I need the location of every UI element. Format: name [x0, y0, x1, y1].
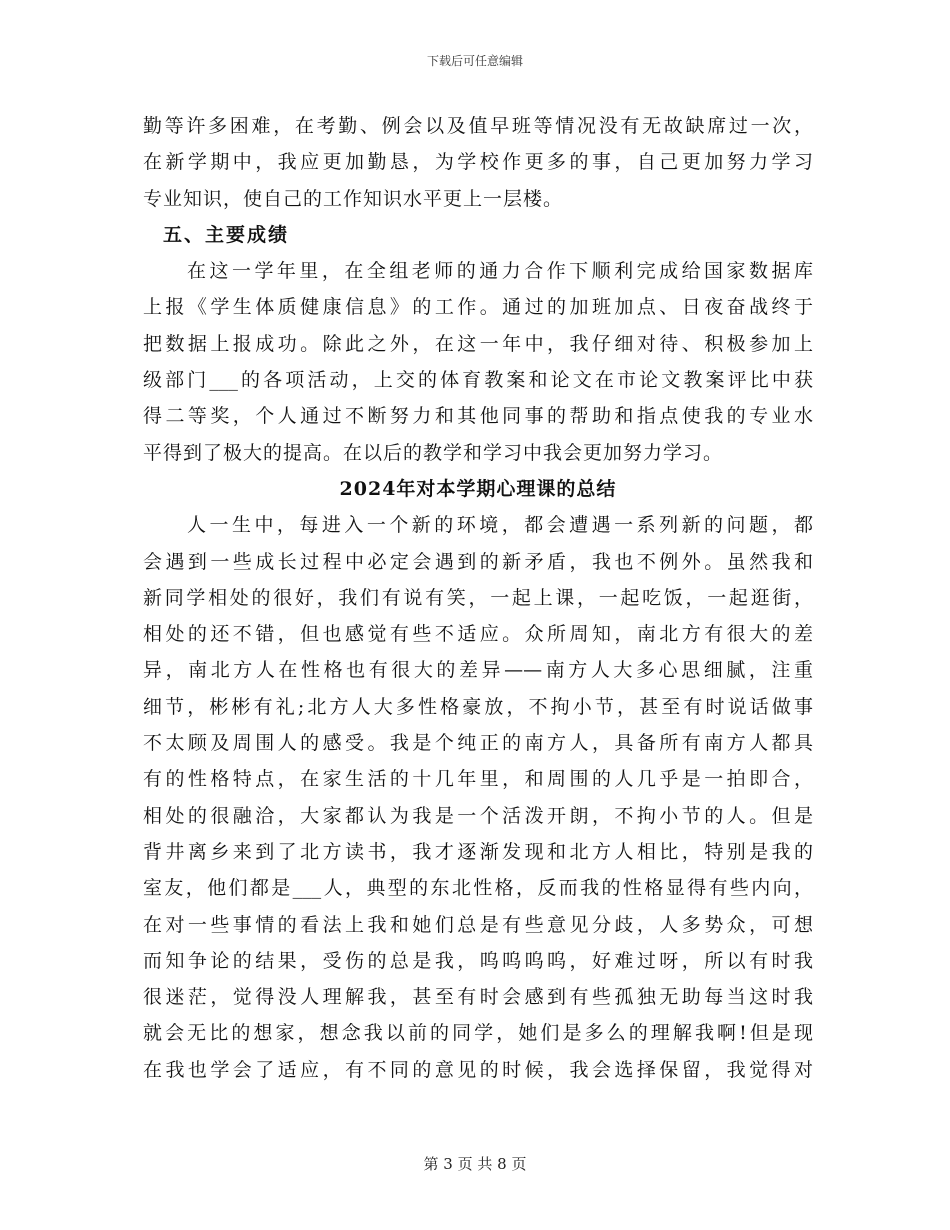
text-line: 平得到了极大的提高。在以后的教学和学习中我会更加努力学习。: [143, 441, 724, 464]
text-line: 专业知识，使自己的工作知识水平更上一层楼。: [143, 187, 564, 210]
text-line: 细节，彬彬有礼;北方人大多性格豪放，不拘小节，甚至有时说话做事: [143, 695, 813, 718]
text-line: 勤等许多困难，在考勤、例会以及值早班等情况没有无故缺席过一次，: [143, 115, 813, 137]
text-line: 在我也学会了适应，有不同的意见的时候，我会选择保留，我觉得对: [143, 1058, 813, 1081]
text-line: 很迷茫，觉得没人理解我，甚至有时会感到有些孤独无助每当这时我: [143, 986, 813, 1009]
text-line: 异，南北方人在性格也有很大的差异——南方人大多心思细腻，注重: [143, 659, 813, 682]
article-title: 2024年对本学期心理课的总结: [339, 477, 617, 500]
document-body: [143, 108, 813, 1088]
text-line: 相处的很融洽，大家都认为我是一个活泼开朗，不拘小节的人。但是: [143, 804, 813, 827]
text-line: 会遇到一些成长过程中必定会遇到的新矛盾，我也不例外。虽然我和: [143, 550, 813, 573]
page-number: 第 3 页 共 8 页: [423, 1155, 527, 1173]
text-line: 在这一学年里，在全组老师的通力合作下顺利完成给国家数据库: [187, 260, 813, 283]
text-line: 新同学相处的很好，我们有说有笑，一起上课，一起吃饭，一起逛街，: [143, 586, 813, 609]
page-header: 下载后可任意编辑: [426, 54, 523, 68]
text-line: 在对一些事情的看法上我和她们总是有些意见分歧，人多势众，可想: [143, 913, 813, 936]
text-line: 得二等奖，个人通过不断努力和其他同事的帮助和指点使我的专业水: [143, 405, 813, 428]
text-line: 把数据上报成功。除此之外，在这一年中，我仔细对待、积极参加上: [143, 332, 813, 355]
text-line: 不太顾及周围人的感受。我是个纯正的南方人，具备所有南方人都具: [143, 732, 813, 755]
text-line: 而知争论的结果，受伤的总是我，呜呜呜呜，好难过呀，所以有时我: [143, 949, 813, 972]
text-line: 人一生中，每进入一个新的环境，都会遭遇一系列新的问题，都: [187, 514, 813, 537]
text-line: 在新学期中，我应更加勤恳，为学校作更多的事，自己更加努力学习: [143, 151, 813, 174]
text-line: 有的性格特点，在家生活的十几年里，和周围的人几乎是一拍即合，: [143, 768, 813, 791]
text-line: 上报《学生体质健康信息》的工作。通过的加班加点、日夜奋战终于: [143, 296, 813, 319]
text-line: 级部门___的各项活动，上交的体育教案和论文在市论文教案评比中获: [143, 369, 813, 392]
section-heading: 五、主要成绩: [163, 223, 290, 246]
text-line: 背井离乡来到了北方读书，我才逐渐发现和北方人相比，特别是我的: [143, 840, 813, 863]
text-line: 室友，他们都是___人，典型的东北性格，反而我的性格显得有些内向，: [143, 877, 813, 900]
text-line: 相处的还不错，但也感觉有些不适应。众所周知，南北方有很大的差: [143, 623, 813, 646]
text-line: 就会无比的想家，想念我以前的同学，她们是多么的理解我啊!但是现: [143, 1022, 813, 1045]
